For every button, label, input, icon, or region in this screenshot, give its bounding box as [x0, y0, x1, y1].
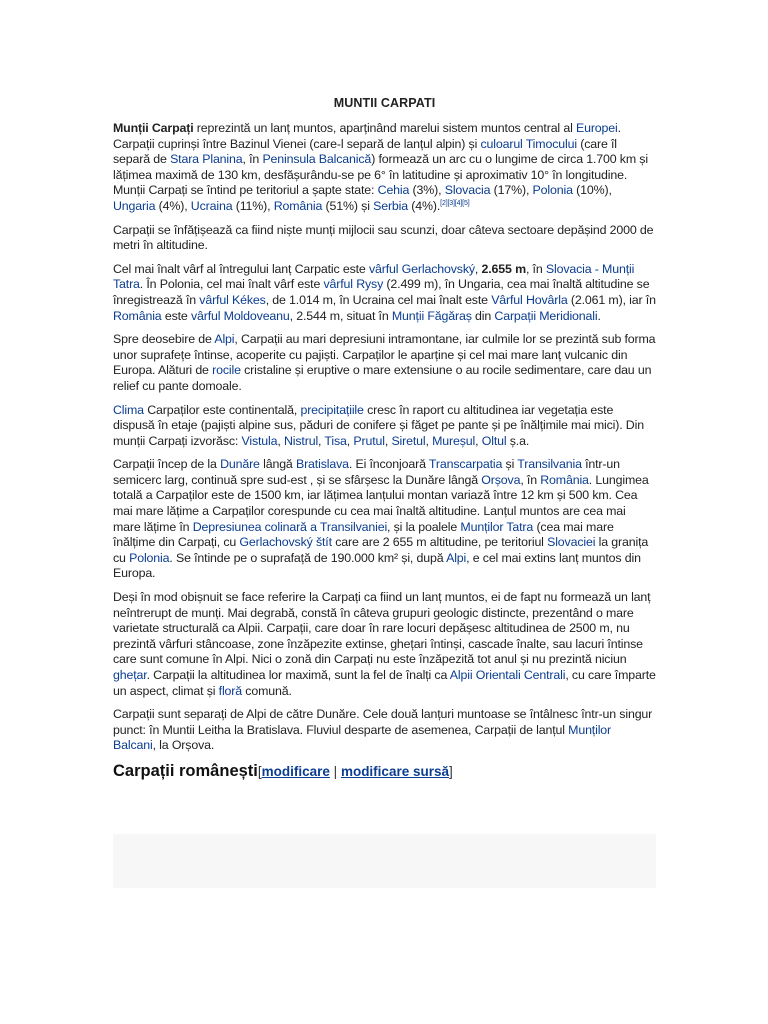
link-romania[interactable]: România — [540, 472, 589, 487]
text: (10%), — [572, 183, 612, 198]
paragraph-extent — [113, 457, 656, 582]
text: (4%), — [155, 198, 191, 213]
bracket: [ — [257, 763, 262, 779]
paragraph-climate — [113, 403, 656, 450]
text: , și la poalele — [387, 519, 461, 534]
link-europei[interactable]: Europei — [575, 121, 618, 135]
link-rocile[interactable]: rocile — [212, 363, 241, 378]
text: . Carpații cuprinși între Bazinul Vienei (care-l separă de lanțul alpin) și — [113, 121, 621, 151]
link-orsova[interactable]: Orșova — [481, 472, 521, 487]
link-varful-rysy[interactable]: vârful Rysy — [323, 277, 384, 292]
link-ungaria[interactable]: Ungaria — [113, 198, 156, 213]
text: , — [475, 433, 482, 448]
text: la granița cu — [113, 535, 649, 565]
link-bratislava[interactable]: Bratislava — [295, 457, 349, 472]
paragraph-altitude: Carpații se înfățișează ca fiind niște munți mijlocii sau scunzi, doar câteva sectoare depășind 2000 de metri în altitudine. — [113, 222, 654, 253]
text: este — [161, 308, 191, 323]
text: Cel mai înalt vârf al întregului lanț Carpatic este — [113, 261, 369, 276]
text: , — [425, 433, 433, 448]
paragraph-danube — [113, 707, 656, 754]
link-precipitatiile[interactable]: precipitațiile — [300, 402, 364, 417]
text: , — [346, 433, 354, 448]
paragraph-geology — [113, 590, 656, 699]
link-tisa[interactable]: Tisa — [324, 433, 347, 448]
text: Spre deosebire de — [113, 332, 215, 347]
text: (care îl separă de — [113, 136, 617, 167]
link-gerlachovsky-stit[interactable]: Gerlachovský štít — [239, 535, 332, 550]
text: din — [471, 308, 495, 323]
text: (17%), — [490, 183, 533, 198]
link-ghetar[interactable]: ghețar — [113, 668, 147, 682]
text: , e cel mai extins lanț muntos din Europa. — [113, 550, 641, 581]
edit-link[interactable]: modificare — [261, 763, 330, 779]
text: (cea mai mare înălțime din Carpați, cu — [113, 519, 614, 550]
text: , — [318, 433, 325, 448]
text: , în — [242, 152, 263, 167]
link-transilvania[interactable]: Transilvania — [517, 457, 582, 472]
paragraph-peaks — [113, 262, 656, 324]
text: (3%), — [409, 183, 445, 198]
text: , 2.544 m, situat în — [289, 308, 392, 323]
text: . Lungimea totală a Carpaților este de 1500 km, iar lățimea lanțului montan variază între 12 km și 500 km. Cea mai mare lățime a Carpaților corespunde cu cea mai înaltă altitudine. Lanțul muntos are cea mai mare lățime în — [113, 472, 649, 534]
link-alpi[interactable]: Alpi — [446, 550, 467, 565]
text: reprezintă un lanț muntos, aparținând marelui sistem muntos central al — [193, 121, 576, 135]
reference-marker[interactable]: [2][3][4][5] — [440, 199, 470, 207]
paragraph-intro — [113, 121, 656, 215]
link-slovaciei[interactable]: Slovaciei — [547, 535, 596, 550]
link-slovacia[interactable]: Slovacia — [444, 183, 491, 198]
link-flora[interactable]: floră — [218, 683, 243, 698]
bold-term: Munții Carpați — [113, 121, 194, 135]
link-serbia[interactable]: Serbia — [373, 198, 409, 213]
link-oltul[interactable]: Oltul — [481, 433, 507, 448]
link-carpatii-meridionali[interactable]: Carpații Meridionali — [494, 308, 598, 323]
link-alpi[interactable]: Alpi — [214, 332, 235, 347]
text: , — [277, 433, 284, 448]
text: , — [474, 261, 482, 276]
text: . În Polonia, cel mai înalt vârf este — [139, 277, 324, 292]
link-transcarpatia[interactable]: Transcarpatia — [428, 457, 503, 472]
link-varful-hovarla[interactable]: Vârful Hovârla — [491, 292, 568, 307]
link-clima[interactable]: Clima — [113, 402, 144, 417]
text: , în — [520, 472, 541, 487]
link-prutul[interactable]: Prutul — [353, 433, 385, 448]
link-nistrul[interactable]: Nistrul — [283, 433, 319, 448]
text: (2.061 m), iar în — [567, 292, 656, 307]
link-muntii-fagaras[interactable]: Munții Făgăraș — [391, 308, 472, 323]
text: , cu care împarte un aspect, climat și — [113, 668, 656, 698]
text: și — [502, 457, 518, 472]
text: , în — [525, 261, 546, 276]
link-muntilor-tatra[interactable]: Munților Tatra — [460, 519, 534, 534]
text: Carpații sunt separați de Alpi de către Dunăre. Cele două lanțuri muntoase se întâlnesc într-un singur punct: în Muntii Leitha la Bratislava. Fluviul desparte de asemenea, Carpații de lanțul — [113, 707, 653, 737]
text: . — [597, 308, 601, 323]
link-varful-gerlachovsky[interactable]: vârful Gerlachovský — [368, 261, 475, 276]
text: (2.499 m), în Ungaria, cea mai înaltă altitudine se înregistrează în — [113, 277, 650, 307]
text: , la Orșova. — [152, 738, 215, 753]
link-romania[interactable]: România — [113, 308, 162, 323]
link-siretul[interactable]: Siretul — [391, 433, 426, 448]
link-culoarul-timocului[interactable]: culoarul Timocului — [480, 136, 577, 151]
link-cehia[interactable]: Cehia — [377, 183, 410, 198]
link-peninsula-balcanica[interactable]: Peninsula Balcanică — [262, 152, 372, 167]
section-heading — [113, 762, 656, 781]
link-varful-moldoveanu[interactable]: vârful Moldoveanu — [190, 308, 290, 323]
link-varful-kekes[interactable]: vârful Kékes — [199, 292, 266, 307]
link-muntilor-balcani[interactable]: Munților Balcani — [113, 722, 612, 753]
link-muresul[interactable]: Mureșul — [432, 433, 476, 448]
section-title: Carpații românești — [113, 761, 258, 780]
link-polonia[interactable]: Polonia — [532, 183, 573, 198]
edit-source-link[interactable]: modificare sursă — [340, 763, 449, 779]
text: cristaline și eruptive o mare extensiune o au rocile sedimentare, care dau un relief cu pante domoale. — [113, 363, 652, 393]
link-vistula[interactable]: Vistula — [241, 433, 278, 448]
text: (11%), — [232, 198, 274, 213]
text: . Ei înconjoară — [348, 457, 429, 472]
text: într-un semicerc larg, continuă spre sud-est , și se sfârșesc la Dunăre lângă — [113, 457, 620, 487]
link-dunare[interactable]: Dunăre — [220, 457, 260, 472]
link-polonia[interactable]: Polonia — [129, 550, 170, 565]
separator: | — [329, 763, 341, 779]
text: ) formează un arc cu o lungime de circa 1.700 km și lățimea maximă de 130 km, desfășurându-se pe 6° în latitudine și aproximativ 10° în longitudine. Munții Carpați se întind pe teritoriul a șapte state: — [113, 152, 648, 198]
text: comună. — [242, 683, 292, 698]
document-page — [113, 96, 656, 781]
content-box — [113, 834, 656, 888]
text: cresc în raport cu altitudinea iar vegetația este dispusă în etaje (pajiști alpine sus, păduri de conifere și făget pe pante și pe înălțimile mai mici). Din munții Carpați izvorăsc: — [113, 402, 644, 448]
text: , Carpații au mari depresiuni intramontane, iar culmile lor se prezintă sub forma unor suprafețe întinse, acoperite cu pajiști. Carpaților le aparține și cel mai mare lanț vulcanic din Europa. Alături de — [113, 332, 656, 378]
link-alpii-orientali-centrali[interactable]: Alpii Orientali Centrali — [449, 668, 566, 682]
text: , — [384, 433, 392, 448]
text: (4%). — [408, 198, 441, 213]
text: Carpaților este continentală, — [143, 402, 301, 417]
text: Deși în mod obișnuit se face referire la Carpați ca fiind un lanț muntos, ei de fapt nu formează un lanț neîntrerupt de munți. Mai degrabă, constă în câteva grupuri geologic distincte, prezentând o mare varietate structurală ca Alpii. Carpații, care doar în rare locuri depășesc altitudinea de 2500 m, nu prezintă vârfuri stâncoase, zone înzăpezite extinse, ghețari întinși, cascade înalte, sau lacuri întinse care sunt comune în Alpi. Nici o zonă din Carpați nu este înzăpezită tot anul și nu prezintă niciun — [113, 590, 651, 667]
bracket: ] — [448, 763, 453, 779]
text: care are 2 655 m altitudine, pe teritoriul — [331, 535, 548, 550]
edit-links — [258, 764, 453, 779]
link-romania[interactable]: România — [273, 198, 323, 213]
text: ș.a. — [506, 433, 530, 448]
text: . Se întinde pe o suprafață de 190.000 km² și, după — [169, 550, 447, 565]
text: , de 1.014 m, în Ucraina cel mai înalt este — [265, 292, 492, 307]
link-depresiunea-transilvaniei[interactable]: Depresiunea colinară a Transilvaniei — [192, 519, 388, 534]
document-title: MUNTII CARPATI — [333, 96, 436, 110]
text: . Carpații la altitudinea lor maximă, sunt la fel de înalți ca — [146, 668, 450, 682]
text: Carpații încep de la — [113, 457, 221, 472]
text: lângă — [259, 457, 296, 472]
link-slovacia-tatra[interactable]: Slovacia - Munții Tatra — [113, 261, 635, 292]
link-stara-planina[interactable]: Stara Planina — [170, 152, 243, 167]
text: (51%) și — [322, 198, 374, 213]
link-ucraina[interactable]: Ucraina — [190, 198, 233, 213]
paragraph-relief — [113, 332, 656, 394]
bold-height: 2.655 m — [481, 261, 526, 276]
